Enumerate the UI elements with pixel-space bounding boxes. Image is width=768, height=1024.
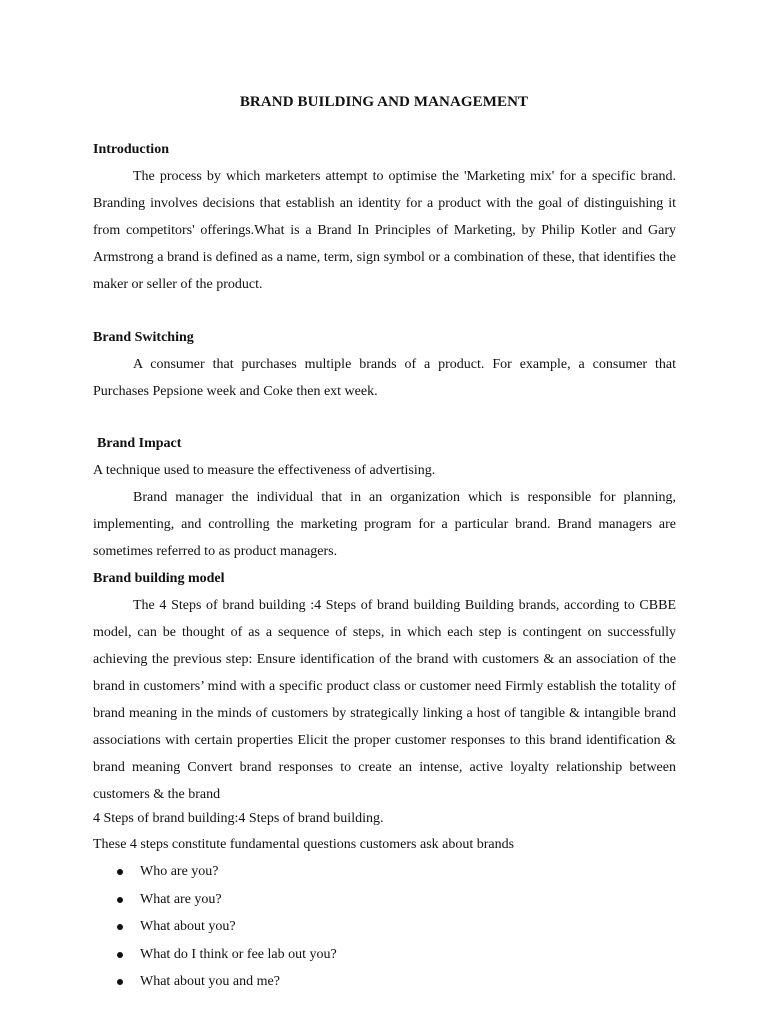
introduction-text: The process by which marketers attempt to optimise the 'Marketing mix' for a specific brand. Branding involves decisions that establish an identity for a product with the goal of distinguishing it from competitors' offerings.What is a Brand In Principles of Marketing, by Philip Kotler and Gary Armstrong a brand is defined as a name, term, sign symbol or a combination of these, that identifies the maker or seller of the product. [93,169,676,292]
list-item-text: What about you? [140,919,236,934]
brand-impact-line: A technique used to measure the effectiveness of advertising. [93,463,436,478]
brand-switching-text: A consumer that purchases multiple brands of a product. For example, a consumer that Purchases Pepsione week and Coke then ext week. [93,357,676,399]
introduction-heading: Introduction [93,142,169,157]
questions-list [0,862,337,1000]
bullet-icon [117,869,123,875]
list-item [0,890,337,918]
brand-building-model-text: The 4 Steps of brand building :4 Steps of brand building Building brands, according to CBBE model, can be thought of as a sequence of steps, in which each step is contingent on successfully achieving the previous step: Ensure identification of the brand with customers & an association of the brand in customers’ mind with a specific product class or customer need Firmly establish the totality of brand meaning in the minds of customers by strategically linking a host of tangible & intangible brand associations with certain properties Elicit the proper customer responses to this brand identification & brand meaning Convert brand responses to create an intense, active loyalty relationship between customers & the brand [93,598,676,802]
list-item [0,917,337,945]
brand-impact-heading: Brand Impact [97,436,182,451]
list-item [0,862,337,890]
list-item-text: What do I think or fee lab out you? [140,946,337,962]
brand-building-model-heading: Brand building model [93,571,225,586]
bullet-icon [117,979,123,985]
introduction-paragraph [93,163,676,298]
bullet-icon [117,952,123,958]
fundamental-questions-line: These 4 steps constitute fundamental questions customers ask about brands [93,837,515,852]
bullet-icon [117,897,123,903]
brand-switching-heading: Brand Switching [93,330,194,345]
brand-impact-paragraph [93,484,676,565]
brand-impact-text: Brand manager the individual that in an organization which is responsible for planning, implementing, and controlling the marketing program for a particular brand. Brand managers are sometimes referred to as product managers. [93,490,676,559]
list-item-text: What are you? [140,891,222,907]
brand-building-model-paragraph [93,592,676,808]
brand-switching-paragraph [93,351,676,405]
four-steps-line: 4 Steps of brand building:4 Steps of brand building. [93,811,384,826]
list-item [0,972,337,1000]
list-item-text: Who are you? [140,864,219,879]
document-title: BRAND BUILDING AND MANAGEMENT [239,94,529,110]
list-item-text: What about you and me? [140,974,280,989]
bullet-icon [117,924,123,930]
list-item [0,945,337,973]
